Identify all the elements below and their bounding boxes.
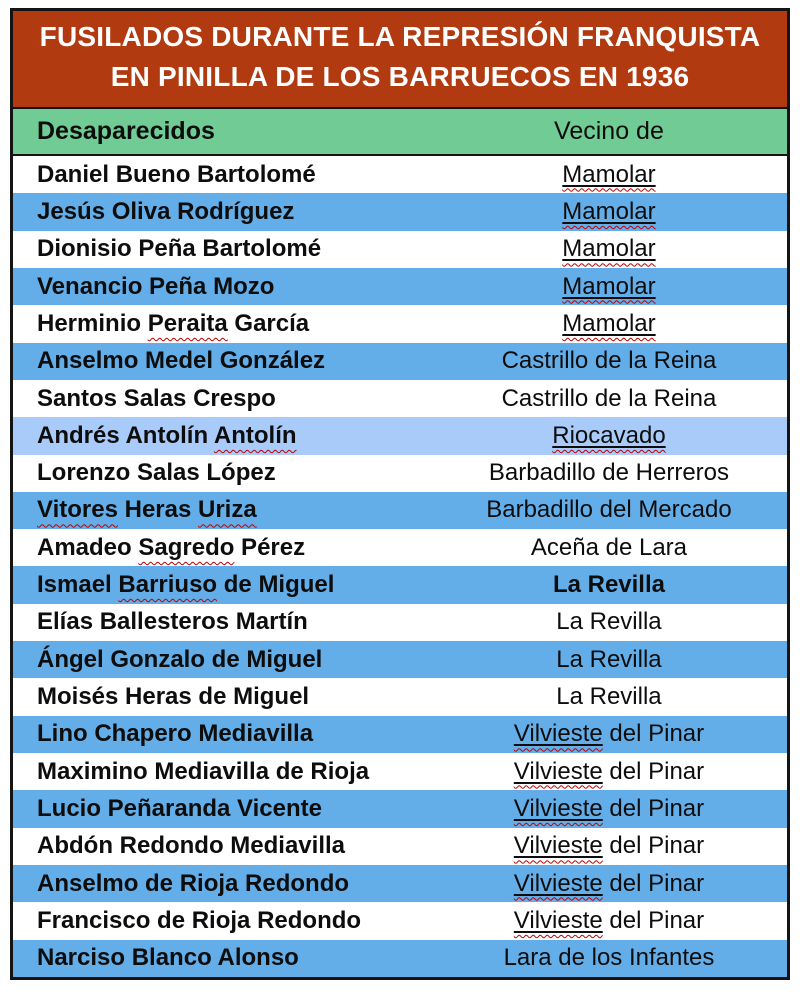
place-cell (431, 683, 787, 711)
text-segment: Venancio Peña Mozo (37, 272, 275, 300)
underlined-word (514, 907, 603, 934)
text-segment: Anselmo Medel González (37, 347, 326, 375)
place-cell (431, 534, 787, 562)
name-cell (13, 795, 431, 823)
text-segment: Aceña de Lara (530, 533, 688, 561)
text-segment: Elías Ballesteros Martín (37, 608, 308, 636)
misspelled-word: Vilvieste (513, 720, 603, 748)
place-cell (431, 907, 787, 935)
text-segment: Pérez (234, 533, 306, 561)
name-cell (13, 758, 431, 786)
table-row (13, 305, 787, 342)
place-cell (431, 571, 787, 599)
place-cell (431, 720, 787, 748)
place-cell (431, 870, 787, 898)
text-segment: Herminio (37, 309, 148, 337)
text-segment: La Revilla (556, 645, 662, 673)
name-cell (13, 385, 431, 413)
text-segment: La Revilla (556, 608, 662, 636)
place-cell (431, 161, 787, 189)
misspelled-word: Vilvieste (513, 832, 603, 860)
underlined-word (562, 273, 655, 300)
misspelled-word: Uriza (198, 496, 257, 524)
underlined-word (514, 720, 603, 747)
underlined-word (514, 870, 603, 897)
misspelled-word: Vilvieste (513, 906, 603, 934)
name-cell (13, 944, 431, 972)
text-segment: del Pinar (602, 869, 705, 897)
text-segment: Amadeo (37, 533, 139, 561)
table-row (13, 156, 787, 193)
misspelled-word: Mamolar (562, 235, 656, 263)
column-header-vecino-de: Vecino de (554, 117, 664, 145)
underlined-word (562, 235, 655, 262)
name-cell (13, 422, 431, 450)
table-row (13, 865, 787, 902)
text-segment: del Pinar (602, 757, 705, 785)
text-segment: Ismael (37, 571, 119, 599)
underlined-word (562, 161, 655, 188)
text-segment: Castrillo de la Reina (501, 347, 717, 375)
table-title (13, 11, 787, 109)
name-cell (13, 235, 431, 263)
place-cell (431, 385, 787, 413)
place-cell (431, 758, 787, 786)
text-segment: Andrés Antolín (37, 421, 214, 449)
text-segment: Moisés Heras de Miguel (37, 683, 310, 711)
column-header-desaparecidos: Desaparecidos (37, 117, 215, 145)
name-cell (13, 161, 431, 189)
name-cell (13, 534, 431, 562)
table-body (13, 156, 787, 977)
text-segment: Castrillo de la Reina (501, 384, 717, 412)
table-row (13, 566, 787, 603)
name-cell (13, 198, 431, 226)
table-row (13, 828, 787, 865)
text-segment: La Revilla (552, 571, 665, 599)
place-cell (431, 347, 787, 375)
table-row (13, 231, 787, 268)
place-cell (431, 459, 787, 487)
text-segment: del Pinar (602, 720, 705, 748)
table-row (13, 902, 787, 939)
misspelled-word: Vilvieste (513, 869, 603, 897)
table-row (13, 678, 787, 715)
text-segment: Lucio Peñaranda Vicente (37, 794, 322, 822)
misspelled-word: Peraita (147, 309, 228, 337)
table-row (13, 940, 787, 977)
text-segment: Abdón Redondo Mediavilla (37, 832, 346, 860)
place-cell (431, 795, 787, 823)
place-cell (431, 832, 787, 860)
name-cell (13, 683, 431, 711)
underlined-word (562, 310, 655, 337)
table-title-line2: EN PINILLA DE LOS BARRUECOS EN 1936 (110, 61, 690, 92)
text-segment: del Pinar (602, 832, 705, 860)
misspelled-word: Sagredo (138, 533, 235, 561)
misspelled-word: Vitores (37, 496, 118, 524)
text-segment: Barbadillo del Mercado (486, 496, 732, 524)
name-cell (13, 907, 431, 935)
name-cell (13, 310, 431, 338)
misspelled-word: Vilvieste (513, 757, 603, 785)
name-cell (13, 832, 431, 860)
text-segment: Heras (117, 496, 198, 524)
text-segment: Santos Salas Crespo (37, 384, 276, 412)
name-cell (13, 496, 431, 524)
table-row (13, 380, 787, 417)
text-segment: Barbadillo de Herreros (488, 459, 730, 487)
table-row (13, 455, 787, 492)
text-segment: Anselmo de Rioja Redondo (37, 869, 350, 897)
text-segment: La Revilla (556, 683, 662, 711)
place-cell (431, 944, 787, 972)
text-segment: del Pinar (602, 906, 705, 934)
table-row (13, 641, 787, 678)
table-row (13, 790, 787, 827)
table-row (13, 753, 787, 790)
underlined-word (514, 758, 603, 785)
underlined-word (552, 422, 665, 449)
place-cell (431, 273, 787, 301)
name-cell (13, 273, 431, 301)
memorial-table (10, 8, 790, 980)
text-segment: Francisco de Rioja Redondo (37, 906, 362, 934)
misspelled-word: Mamolar (562, 309, 656, 337)
text-segment: Lorenzo Salas López (37, 459, 276, 487)
misspelled-word: Vilvieste (513, 794, 603, 822)
text-segment: Narciso Blanco Alonso (37, 944, 299, 972)
misspelled-word: Barriuso (118, 571, 218, 599)
table-row (13, 343, 787, 380)
underlined-word (514, 832, 603, 859)
underlined-word (514, 795, 603, 822)
text-segment: Maximino Mediavilla de Rioja (37, 757, 370, 785)
misspelled-word: Riocavado (552, 421, 666, 449)
underlined-word (562, 198, 655, 225)
column-header-row (13, 109, 787, 156)
table-row (13, 529, 787, 566)
text-segment: García (227, 309, 310, 337)
misspelled-word: Mamolar (562, 197, 656, 225)
name-cell (13, 459, 431, 487)
name-cell (13, 571, 431, 599)
table-row (13, 268, 787, 305)
place-cell (431, 198, 787, 226)
name-cell (13, 646, 431, 674)
misspelled-word: Mamolar (562, 272, 656, 300)
table-row (13, 604, 787, 641)
text-segment: Ángel Gonzalo de Miguel (37, 645, 323, 673)
name-cell (13, 608, 431, 636)
table-row (13, 417, 787, 454)
place-cell (431, 496, 787, 524)
place-cell (431, 235, 787, 263)
table-title-line1: FUSILADOS DURANTE LA REPRESIÓN FRANQUISTA (39, 21, 761, 52)
place-cell (431, 608, 787, 636)
text-segment: Daniel Bueno Bartolomé (37, 160, 316, 188)
text-segment: Lino Chapero Mediavilla (37, 720, 314, 748)
misspelled-word: Mamolar (562, 160, 656, 188)
place-cell (431, 310, 787, 338)
table-row (13, 716, 787, 753)
text-segment: del Pinar (602, 794, 705, 822)
table-row (13, 492, 787, 529)
text-segment: Lara de los Infantes (503, 944, 715, 972)
name-cell (13, 720, 431, 748)
text-segment: Dionisio Peña Bartolomé (37, 235, 322, 263)
misspelled-word: Antolín (213, 421, 297, 449)
name-cell (13, 347, 431, 375)
table-row (13, 193, 787, 230)
text-segment: de Miguel (217, 571, 335, 599)
place-cell (431, 646, 787, 674)
name-cell (13, 870, 431, 898)
text-segment: Jesús Oliva Rodríguez (37, 197, 295, 225)
place-cell (431, 422, 787, 450)
